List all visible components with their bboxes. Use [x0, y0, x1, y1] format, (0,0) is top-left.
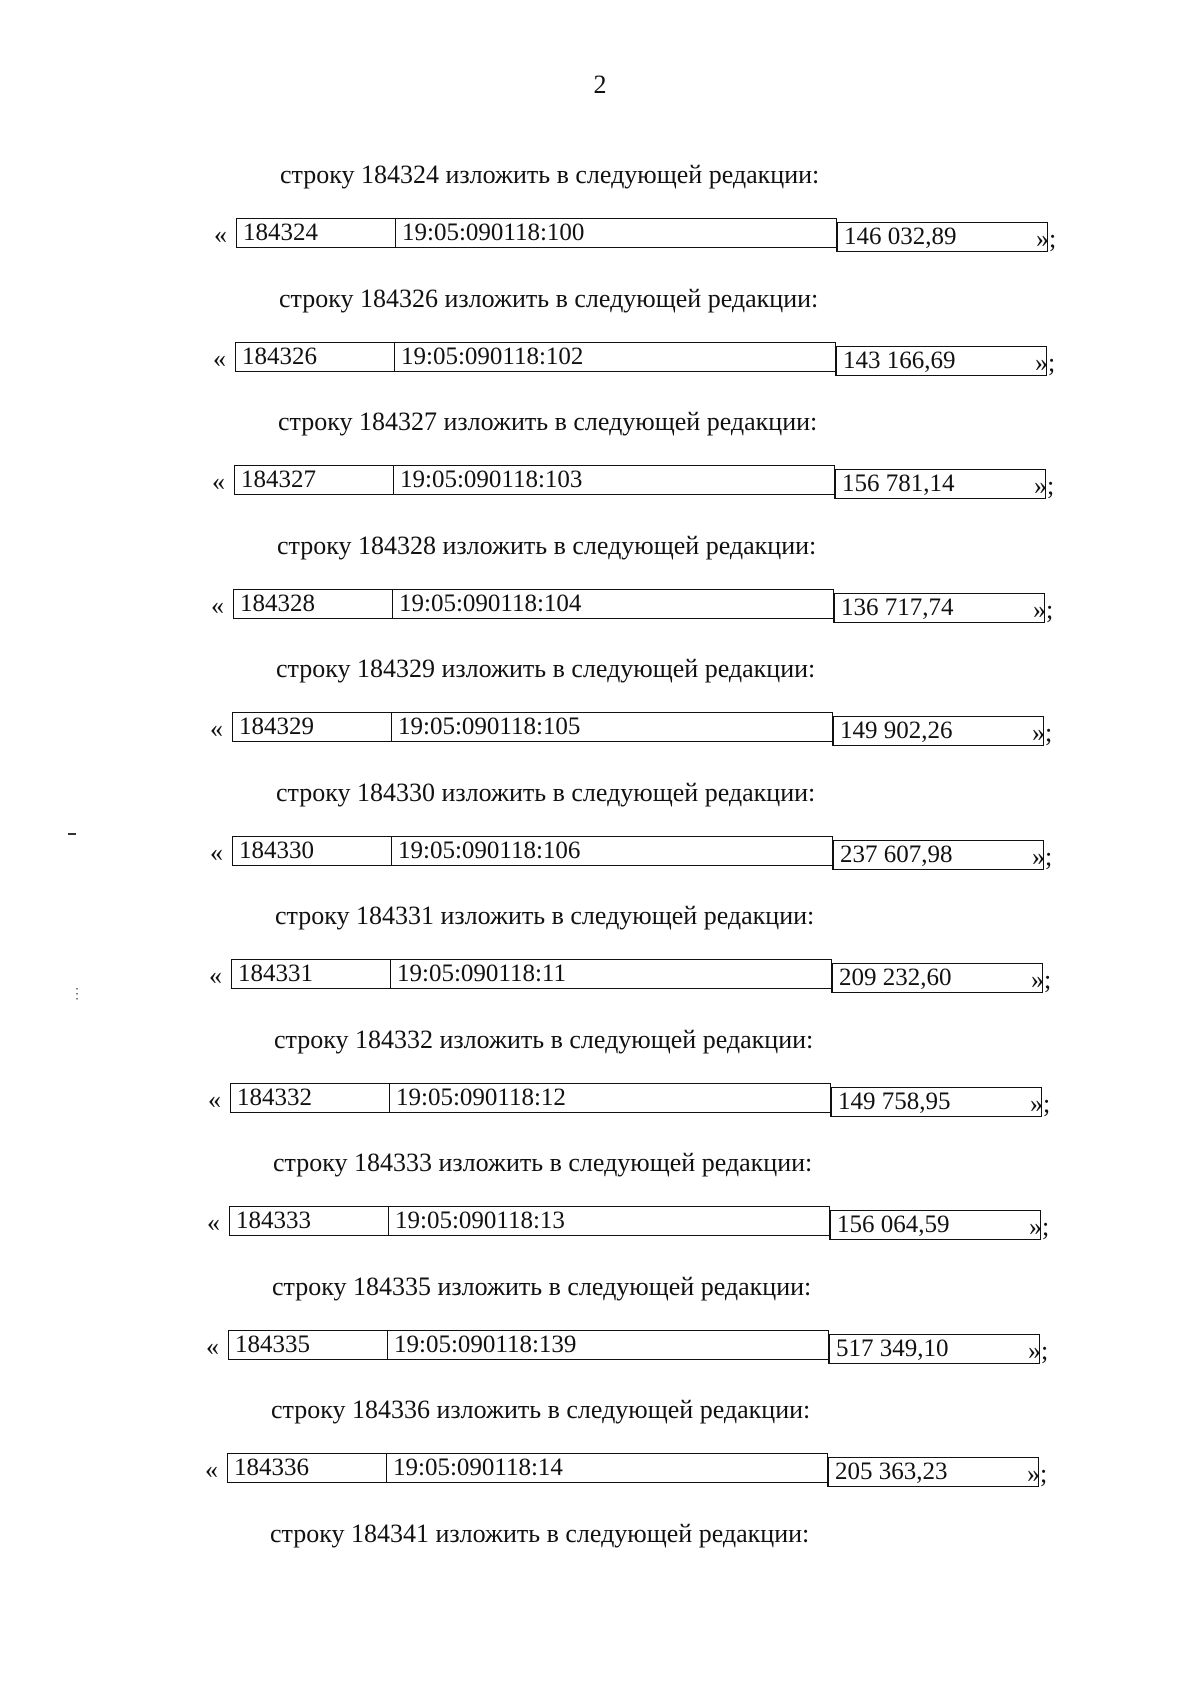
row-number-cell [227, 1453, 387, 1483]
instruction-text: строку 184324 изложить в следующей редакции: [280, 160, 820, 189]
closing-quote: »; [1031, 965, 1052, 994]
margin-dots: ⋮ [70, 987, 84, 1002]
instruction-text: строку 184329 изложить в следующей редакции: [276, 654, 816, 683]
cadastral-number: 19:05:090118:104 [399, 590, 582, 617]
instruction-text: строку 184327 изложить в следующей редакции: [278, 407, 818, 436]
instruction-text: строку 184333 изложить в следующей редакции: [273, 1148, 813, 1177]
instruction-text: строку 184336 изложить в следующей редакции: [271, 1395, 811, 1424]
instruction-text: строку 184328 изложить в следующей редакции: [277, 531, 817, 560]
table-row [209, 959, 1089, 995]
opening-quote: « [206, 1332, 219, 1361]
row-number-cell [233, 589, 393, 619]
table-row [205, 1453, 1085, 1489]
opening-quote: « [205, 1455, 218, 1484]
cadastral-number-cell [391, 712, 833, 742]
cadastral-number-cell [388, 1206, 830, 1236]
cadastral-value: 237 607,98 [840, 841, 953, 868]
row-number: 184333 [236, 1207, 311, 1234]
value-cell [831, 963, 1043, 993]
closing-quote: »; [1034, 471, 1055, 500]
value-cell [833, 593, 1045, 623]
cadastral-number-cell [391, 836, 833, 866]
row-number-cell [228, 1330, 388, 1360]
closing-quote: »; [1028, 1336, 1049, 1365]
opening-quote: « [208, 1085, 221, 1114]
instruction-text: строку 184335 изложить в следующей редакции: [272, 1272, 812, 1301]
table-row [212, 465, 1092, 501]
row-number: 184332 [237, 1084, 312, 1111]
row-number-cell [232, 836, 392, 866]
cadastral-number: 19:05:090118:11 [397, 960, 566, 987]
cadastral-value: 205 363,23 [835, 1458, 948, 1485]
value-cell [828, 1334, 1040, 1364]
final-instruction-text: строку 184341 изложить в следующей редакции: [270, 1519, 810, 1548]
opening-quote: « [214, 220, 227, 249]
cadastral-number: 19:05:090118:14 [393, 1454, 563, 1481]
cadastral-number: 19:05:090118:12 [396, 1084, 566, 1111]
cadastral-value: 149 758,95 [838, 1088, 951, 1115]
cadastral-value: 146 032,89 [844, 223, 957, 250]
row-number: 184335 [235, 1331, 310, 1358]
row-number-cell [229, 1206, 389, 1236]
row-number-cell [232, 712, 392, 742]
table-row [206, 1330, 1086, 1366]
opening-quote: « [213, 344, 226, 373]
cadastral-number-cell [390, 959, 832, 989]
cadastral-number-cell [395, 218, 837, 248]
cadastral-number: 19:05:090118:139 [394, 1331, 577, 1358]
cadastral-number-cell [393, 465, 835, 495]
value-cell [832, 716, 1044, 746]
cadastral-value: 517 349,10 [836, 1335, 949, 1362]
value-cell [835, 346, 1047, 376]
row-number: 184324 [243, 219, 318, 246]
closing-quote: »; [1032, 842, 1053, 871]
cadastral-value: 156 781,14 [842, 470, 955, 497]
closing-quote: »; [1027, 1459, 1048, 1488]
cadastral-number-cell [389, 1083, 831, 1113]
cadastral-value: 143 166,69 [843, 347, 956, 374]
opening-quote: « [212, 467, 225, 496]
opening-quote: « [209, 961, 222, 990]
value-cell [827, 1457, 1039, 1487]
row-number-cell [235, 342, 395, 372]
row-number-cell [234, 465, 394, 495]
table-row [213, 342, 1093, 378]
margin-mark [68, 833, 76, 835]
instruction-text: строку 184332 изложить в следующей редакции: [274, 1025, 814, 1054]
opening-quote: « [207, 1208, 220, 1237]
closing-quote: »; [1030, 1089, 1051, 1118]
row-number: 184327 [241, 466, 316, 493]
row-number: 184336 [234, 1454, 309, 1481]
cadastral-number: 19:05:090118:106 [398, 837, 581, 864]
closing-quote: »; [1036, 224, 1057, 253]
cadastral-number: 19:05:090118:102 [401, 343, 584, 370]
cadastral-number-cell [387, 1330, 829, 1360]
value-cell [834, 469, 1046, 499]
closing-quote: »; [1033, 595, 1054, 624]
value-cell [830, 1087, 1042, 1117]
row-number: 184329 [239, 713, 314, 740]
table-row [211, 589, 1091, 625]
cadastral-number: 19:05:090118:13 [395, 1207, 565, 1234]
row-number: 184326 [242, 343, 317, 370]
closing-quote: »; [1029, 1212, 1050, 1241]
cadastral-value: 136 717,74 [841, 594, 954, 621]
page-number: 2 [593, 70, 607, 99]
cadastral-number: 19:05:090118:100 [402, 219, 585, 246]
instruction-text: строку 184331 изложить в следующей редакции: [275, 901, 815, 930]
row-number-cell [231, 959, 391, 989]
cadastral-value: 149 902,26 [840, 717, 953, 744]
table-row [208, 1083, 1088, 1119]
row-number-cell [230, 1083, 390, 1113]
cadastral-value: 209 232,60 [839, 964, 952, 991]
table-row [210, 836, 1090, 872]
row-number: 184330 [239, 837, 314, 864]
instruction-text: строку 184330 изложить в следующей редакции: [276, 778, 816, 807]
table-row [214, 218, 1094, 254]
closing-quote: »; [1035, 348, 1056, 377]
table-row [207, 1206, 1087, 1242]
value-cell [836, 222, 1048, 252]
row-number: 184328 [240, 590, 315, 617]
cadastral-number: 19:05:090118:105 [398, 713, 581, 740]
table-row [210, 712, 1090, 748]
row-number: 184331 [238, 960, 313, 987]
row-number-cell [236, 218, 396, 248]
value-cell [829, 1210, 1041, 1240]
opening-quote: « [210, 714, 223, 743]
cadastral-number: 19:05:090118:103 [400, 466, 583, 493]
instruction-text: строку 184326 изложить в следующей редакции: [279, 284, 819, 313]
value-cell [832, 840, 1044, 870]
cadastral-number-cell [392, 589, 834, 619]
cadastral-number-cell [394, 342, 836, 372]
cadastral-number-cell [386, 1453, 828, 1483]
opening-quote: « [211, 591, 224, 620]
closing-quote: »; [1032, 718, 1053, 747]
opening-quote: « [210, 838, 223, 867]
cadastral-value: 156 064,59 [837, 1211, 950, 1238]
